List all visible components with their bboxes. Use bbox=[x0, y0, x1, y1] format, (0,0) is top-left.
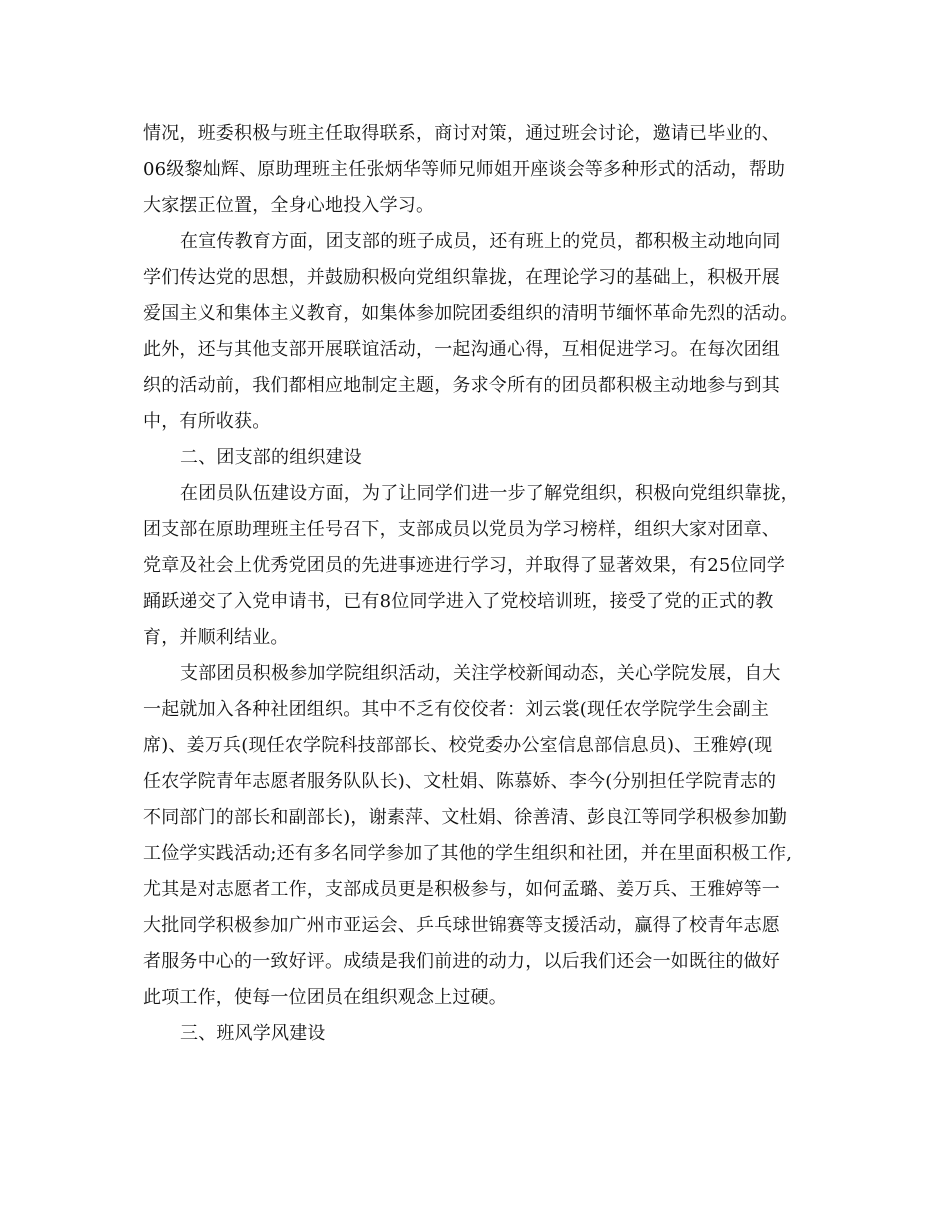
text-line: 者服务中心的一致好评。成绩是我们前进的动力，以后我们还会一如既往的做好 bbox=[143, 951, 780, 972]
text-line: 席)、姜万兵(现任农学院科技部部长、校党委办公室信息部信息员)、王雅婷(现 bbox=[143, 735, 773, 756]
paragraph-first-line: 在宣传教育方面，团支部的班子成员，还有班上的党员，都积极主动地向同 bbox=[180, 231, 781, 252]
text-line: 团支部在原助理班主任号召下，支部成员以党员为学习榜样，组织大家对团章、 bbox=[143, 519, 780, 540]
section-heading: 三、班风学风建设 bbox=[180, 1023, 326, 1044]
text-line: 不同部门的部长和副部长)，谢素萍、文杜娟、徐善清、彭良江等同学积极参加勤 bbox=[143, 807, 788, 828]
paragraph-first-line: 支部团员积极参加学院组织活动，关注学校新闻动态，关心学院发展，自大 bbox=[180, 663, 781, 684]
text-line: 育，并顺利结业。 bbox=[143, 627, 289, 648]
text-line: 学们传达党的思想，并鼓励积极向党组织靠拢，在理论学习的基础上，积极开展 bbox=[143, 267, 780, 288]
text-line: 06级黎灿辉、原助理班主任张炳华等师兄师姐开座谈会等多种形式的活动，帮助 bbox=[143, 159, 786, 180]
text-line: 一起就加入各种社团组织。其中不乏有佼佼者：刘云裳(现任农学院学生会副主 bbox=[143, 699, 770, 720]
text-line: 工俭学实践活动;还有多名同学参加了其他的学生组织和社团，并在里面积极工作, bbox=[143, 843, 793, 864]
paragraph-first-line: 在团员队伍建设方面，为了让同学们进一步了解党组织，积极向党组织靠拢， bbox=[180, 483, 799, 504]
text-line: 爱国主义和集体主义教育，如集体参加院团委组织的清明节缅怀革命先烈的活动。 bbox=[143, 303, 799, 324]
text-line: 此外，还与其他支部开展联谊活动，一起沟通心得，互相促进学习。在每次团组 bbox=[143, 339, 780, 360]
text-line: 大批同学积极参加广州市亚运会、乒乓球世锦赛等支援活动，赢得了校青年志愿 bbox=[143, 915, 780, 936]
text-line: 任农学院青年志愿者服务队队长)、文杜娟、陈慕娇、李今(分别担任学院青志的 bbox=[143, 771, 777, 792]
text-line: 大家摆正位置，全身心地投入学习。 bbox=[143, 195, 435, 216]
text-line: 中，有所收获。 bbox=[143, 411, 271, 432]
text-line: 此项工作，使每一位团员在组织观念上过硬。 bbox=[143, 987, 507, 1008]
text-line: 织的活动前，我们都相应地制定主题，务求令所有的团员都积极主动地参与到其 bbox=[143, 375, 780, 396]
text-line: 踊跃递交了入党申请书，已有8位同学进入了党校培训班，接受了党的正式的教 bbox=[143, 591, 774, 612]
section-heading: 二、团支部的组织建设 bbox=[180, 447, 362, 468]
text-line: 情况，班委积极与班主任取得联系，商讨对策，通过班会讨论，邀请已毕业的、 bbox=[143, 123, 780, 144]
text-line: 党章及社会上优秀党团员的先进事迹进行学习，并取得了显著效果，有25位同学 bbox=[143, 555, 786, 576]
text-line: 尤其是对志愿者工作，支部成员更是积极参与，如何孟璐、姜万兵、王雅婷等一 bbox=[143, 879, 780, 900]
